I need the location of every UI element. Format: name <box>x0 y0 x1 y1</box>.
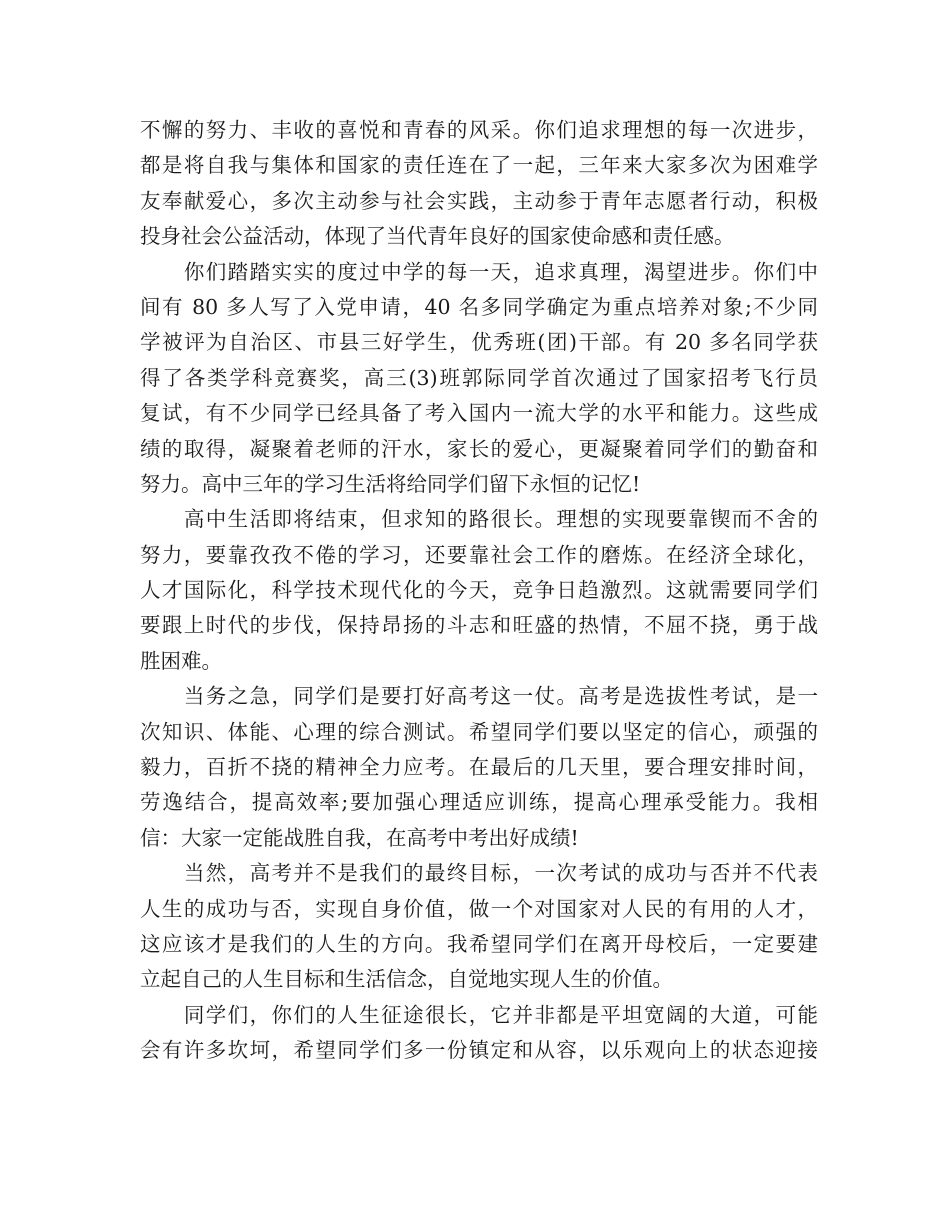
text-line: 人才国际化，科学技术现代化的今天，竞争日趋激烈。这就需要同学们 <box>140 578 818 603</box>
text-line: 都是将自我与集体和国家的责任连在了一起，三年来大家多次为困难学 <box>140 153 818 178</box>
text-line: 这应该才是我们的人生的方向。我希望同学们在离开母校后，一定要建 <box>140 931 818 956</box>
text-line: 当务之急，同学们是要打好高考这一仗。高考是选拔性考试，是一 <box>140 684 818 709</box>
paragraph <box>140 255 818 503</box>
text-line: 努力。高中三年的学习生活将给同学们留下永恒的记忆! <box>140 471 641 496</box>
text-line: 毅力，百折不挠的精神全力应考。在最后的几天里，要合理安排时间， <box>140 755 818 780</box>
text-line: 立起自己的人生目标和生活信念，自觉地实现人生的价值。 <box>140 967 673 992</box>
text-line: 你们踏踏实实的度过中学的每一天，追求真理，渴望进步。你们中 <box>140 259 818 284</box>
text-line: 投身社会公益活动，体现了当代青年良好的国家使命感和责任感。 <box>140 224 735 249</box>
paragraph <box>140 113 818 255</box>
text-line: 努力，要靠孜孜不倦的学习，还要靠社会工作的磨炼。在经济全球化， <box>140 542 818 567</box>
text-line: 友奉献爱心，多次主动参与社会实践，主动参于青年志愿者行动，积极 <box>140 188 818 213</box>
paragraph <box>140 502 818 679</box>
text-line: 复试，有不少同学已经具备了考入国内一流大学的水平和能力。这些成 <box>140 401 818 426</box>
text-line: 高中生活即将结束，但求知的路很长。理想的实现要靠锲而不舍的 <box>140 507 818 532</box>
text-line: 同学们，你们的人生征途很长，它并非都是平坦宽阔的大道，可能 <box>140 1002 818 1027</box>
text-line: 要跟上时代的步伐，保持昂扬的斗志和旺盛的热情，不屈不挠，勇于战 <box>140 613 818 638</box>
paragraph <box>140 856 818 998</box>
text-line: 学被评为自治区、市县三好学生，优秀班(团)干部。有 20 多名同学获 <box>140 330 818 355</box>
paragraph <box>140 998 818 1069</box>
text-line: 人生的成功与否，实现自身价值，做一个对国家对人民的有用的人才， <box>140 896 818 921</box>
document-body <box>140 113 818 1069</box>
text-line: 当然，高考并不是我们的最终目标，一次考试的成功与否并不代表 <box>140 861 818 886</box>
text-line: 得了各类学科竞赛奖，高三(3)班郭际同学首次通过了国家招考飞行员 <box>140 365 818 390</box>
text-line: 会有许多坎坷，希望同学们多一份镇定和从容，以乐观向上的状态迎接 <box>140 1038 818 1063</box>
text-line: 劳逸结合，提高效率;要加强心理适应训练，提高心理承受能力。我相 <box>140 790 818 815</box>
paragraph <box>140 679 818 856</box>
text-line: 间有 80 多人写了入党申请，40 名多同学确定为重点培养对象;不少同 <box>140 294 818 319</box>
text-line: 绩的取得，凝聚着老师的汗水，家长的爱心，更凝聚着同学们的勤奋和 <box>140 436 818 461</box>
text-line: 信：大家一定能战胜自我，在高考中考出好成绩! <box>140 825 579 850</box>
text-line: 不懈的努力、丰收的喜悦和青春的风采。你们追求理想的每一次进步， <box>140 118 818 142</box>
text-line: 胜困难。 <box>140 648 222 673</box>
text-line: 次知识、体能、心理的综合测试。希望同学们要以坚定的信心，顽强的 <box>140 719 818 744</box>
